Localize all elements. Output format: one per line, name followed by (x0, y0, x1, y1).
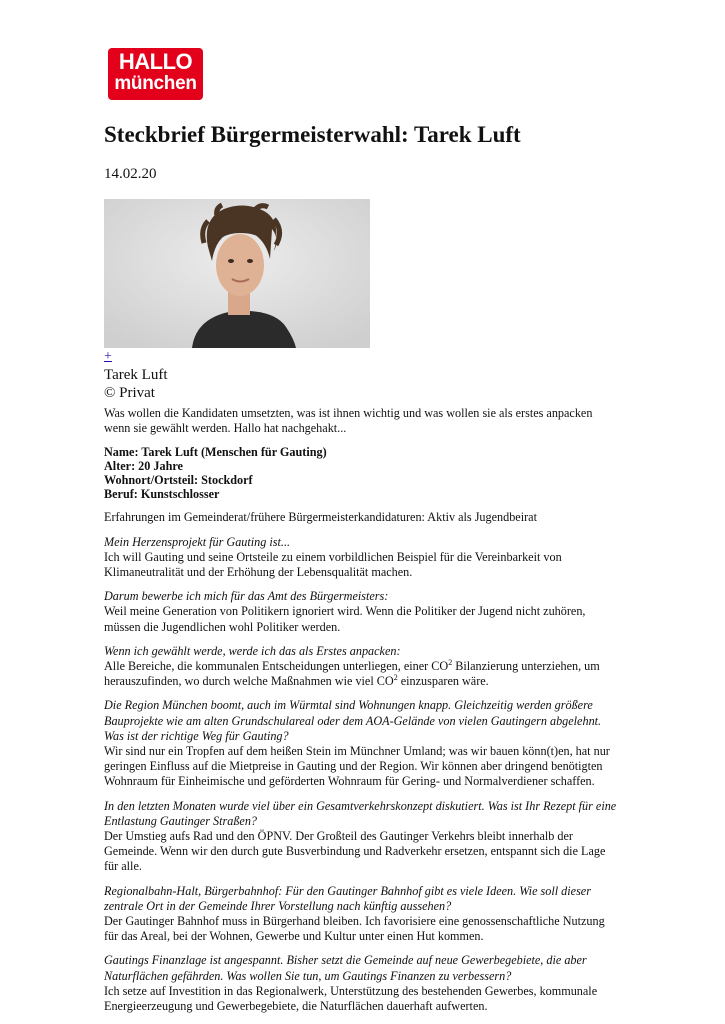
question: Gautings Finanzlage ist angespannt. Bisher setzt die Gemeinde auf neue Gewerbegebiete, die aber Naturflächen gefährden. Was wollen Sie tun, um Gautings Finanzen zu verbessern? (104, 953, 587, 983)
question: Mein Herzensprojekt für Gauting ist... (104, 534, 291, 549)
question: Regionalbahn-Halt, Bürgerbahnhof: Für den Gautinger Bahnhof gibt es viele Ideen. Wie soll dieser zentrale Ort in der Gemeinde Ihrer Vorstellung nach künftig aussehen? (104, 883, 591, 913)
answer (104, 659, 600, 688)
bio-occupation: Beruf: Kunstschlosser (104, 487, 220, 502)
question: Wenn ich gewählt werde, werde ich das als Erstes anpacken: (104, 643, 401, 658)
photo-expand-link[interactable]: + (104, 349, 112, 364)
answer: Weil meine Generation von Politikern ignoriert wird. Wenn die Politiker der Jugend nicht zuhören, müssen die Jugendlichen wohl Politiker werden. (104, 604, 586, 634)
bio-name: Name: Tarek Luft (Menschen für Gauting) (104, 445, 327, 460)
qa-item (104, 589, 620, 635)
bio-residence: Wohnort/Ortsteil: Stockdorf (104, 473, 253, 488)
article-title: Steckbrief Bürgermeisterwahl: Tarek Luft (104, 122, 521, 147)
subscript-two: 2 (393, 673, 398, 683)
photo-caption (104, 366, 168, 402)
portrait-photo (104, 199, 370, 348)
answer: Ich will Gauting und seine Ortsteile zu einem vorbildlichen Beispiel für die Vereinbarkeit von Klimaneutralität und der Erhöhung der Lebensqualität machen. (104, 549, 562, 580)
article-date: 14.02.20 (104, 166, 157, 182)
qa-item (104, 644, 620, 690)
bio-block (104, 445, 620, 501)
qa-item (104, 535, 620, 581)
answer-part: einzusparen wäre. (397, 674, 489, 689)
answer: Wir sind nur ein Tropfen auf dem heißen Stein im Münchner Umland; was wir bauen könn(t)en, hat nur geringen Einfluss auf die Mietpreise in Gauting und der Region. Wir können aber dringend benötigten Wohnraum für Einheimische und geförderten Wohnraum für Gering- und Normalverdiener schaffen. (104, 744, 610, 789)
qa-item (104, 884, 620, 945)
logo-line-1: HALLO (118, 49, 193, 74)
question: In den letzten Monaten wurde viel über ein Gesamtverkehrskonzept diskutiert. Was ist Ihr Rezept für eine Entlastung Gautinger Straßen? (104, 798, 617, 828)
answer: Ich setze auf Investition in das Regionalwerk, Unterstützung des bestehenden Gewerbes, kommunale Energieerzeugung und Gewerbegebiete, die Naturflächen dauerhaft aufwerten. (104, 983, 598, 1014)
qa-item (104, 799, 620, 875)
intro-paragraph: Was wollen die Kandidaten umsetzten, was ist ihnen wichtig und was wollen sie als erstes anpacken wenn sie gewählt werden. Hallo hat nachgehakt... (104, 406, 593, 436)
hallo-muenchen-logo (108, 48, 203, 100)
portrait-illustration (104, 199, 370, 348)
experience-paragraph: Erfahrungen im Gemeinderat/frühere Bürgermeisterkandidaturen: Aktiv als Jugendbeirat (104, 510, 537, 525)
article-body (104, 406, 620, 1023)
answer-part: Bilanzierung unterziehen, um herauszufinden, wo durch welche Maßnahmen wie viel CO (104, 659, 600, 689)
caption-credit: © Privat (104, 385, 155, 401)
bio-age: Alter: 20 Jahre (104, 459, 183, 474)
question: Die Region München boomt, auch im Würmtal sind Wohnungen knapp. Gleichzeitig werden größere Bauprojekte wie am alten Grundschulareal oder dem AOA-Gelände von vielen Gautingern abgelehnt. Was ist der richtige Weg für Gauting? (104, 698, 602, 743)
answer: Der Umstieg aufs Rad und den ÖPNV. Der Großteil des Gautinger Verkehrs bleibt innerhalb der Gemeinde. Wenn wir den durch gute Busverbindung und Radverkehr ersetzen, entspannt sich die Lage für alle. (104, 829, 606, 874)
question: Darum bewerbe ich mich für das Amt des Bürgermeisters: (104, 589, 389, 604)
subscript-two: 2 (448, 657, 453, 667)
answer-part: Alle Bereiche, die kommunalen Entscheidungen unterliegen, einer CO (104, 659, 449, 674)
logo-line-2: münchen (114, 73, 197, 94)
caption-name: Tarek Luft (104, 367, 168, 383)
answer: Der Gautinger Bahnhof muss in Bürgerhand bleiben. Ich favorisiere eine genossenschaftliche Nutzung für das Areal, bei der Wohnen, Gewerbe und Kultur unter einen Hut kommen. (104, 914, 605, 944)
qa-item (104, 698, 620, 789)
qa-item (104, 953, 620, 1014)
